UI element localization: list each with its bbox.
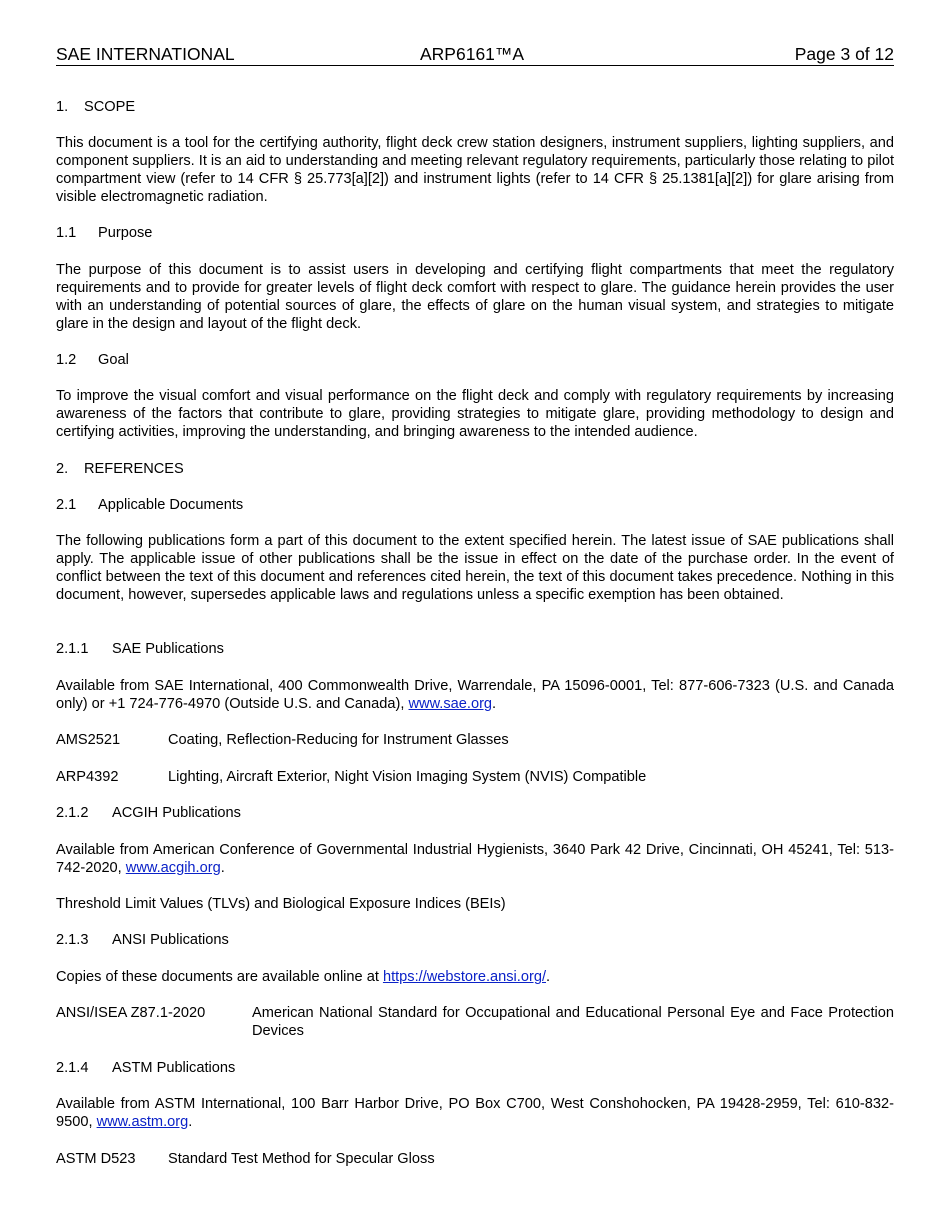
section-2-heading [56,460,894,478]
section-title: ANSI Publications [112,932,229,948]
section-1-2-heading [56,351,894,369]
acgih-item: Threshold Limit Values (TLVs) and Biological Exposure Indices (BEIs) [56,896,506,912]
section-1-2-text: To improve the visual comfort and visual performance on the flight deck and comply with regulatory requirements by increasing awareness of the factors that contribute to glare, providing strategies to mitigate glare, providing methodology to design and certifying activities, improving the understanding, and bringing awareness to the intended audience. [56,388,894,440]
sae-link[interactable]: www.sae.org [408,696,493,712]
section-number: 2.1.3 [56,932,89,948]
header-page-number: Page 3 of 12 [794,44,894,64]
section-title: ACGIH Publications [112,805,241,821]
reference-code: ARP4392 [56,769,119,785]
header-doc-number: ARP6161™A [420,44,525,64]
reference-entry [56,1150,894,1168]
section-2-1-1-heading [56,640,894,658]
section-number: 2.1.4 [56,1060,89,1076]
reference-title: Standard Test Method for Specular Gloss [168,1151,435,1167]
section-title: SCOPE [84,99,136,115]
section-2-1-1-text: Available from SAE International, 400 Commonwealth Drive, Warrendale, PA 15096-0001, Tel: 877-606-7323 (U.S. and Canada only) or +1 724-776-4970 (Outside U.S. and Canada), www.sae.org. [56,678,894,712]
section-number: 1.1 [56,225,77,241]
section-2-1-3-text: Copies of these documents are available online at https://webstore.ansi.org/. [56,969,551,985]
section-2-1-4-text: Available from ASTM International, 100 Barr Harbor Drive, PO Box C700, West Conshohocken, PA 19428-2959, Tel: 610-832-9500, www.astm.org. [56,1096,894,1130]
section-2-1-heading [56,496,894,514]
section-number: 2. [56,461,69,477]
section-number: 2.1.1 [56,641,89,657]
section-2-1-text: The following publications form a part of this document to the extent specified herein. The latest issue of SAE publications shall apply. The applicable issue of other publications shall be the issue in effect on the date of the purchase order. In the event of conflict between the text of this document and references cited herein, the text of this document takes precedence. Nothing in this document, however, supersedes applicable laws and regulations unless a specific exemption has been obtained. [56,533,894,603]
section-1-1-text: The purpose of this document is to assist users in developing and certifying flight compartments that meet the regulatory requirements and to provide for greater levels of flight deck comfort with respect to glare. The guidance herein provides the user with an understanding of potential sources of glare, the effects of glare on the human visual system, and strategies to mitigate glare in the design and layout of the flight deck. [56,262,894,332]
section-title: ASTM Publications [112,1060,236,1076]
header-org: SAE INTERNATIONAL [56,44,235,64]
section-2-1-2-text: Available from American Conference of Governmental Industrial Hygienists, 3640 Park 42 Drive, Cincinnati, OH 45241, Tel: 513-742-2020, www.acgih.org. [56,842,894,876]
section-1-1-heading [56,224,894,242]
section-title: Applicable Documents [98,497,244,513]
section-2-1-3-heading [56,931,894,949]
astm-availability-text: Available from ASTM International, 100 Barr Harbor Drive, PO Box C700, West Conshohocken, PA 19428-2959, Tel: 610-832-9500, [56,1096,894,1130]
section-number: 1. [56,99,69,115]
section-1-text: This document is a tool for the certifying authority, flight deck crew station designers, instrument suppliers, lighting suppliers, and component suppliers. It is an aid to understanding and meeting relevant regulatory requirements, particularly those relating to pilot compartment view (refer to 14 CFR § 25.773[a][2]) and instrument lights (refer to 14 CFR § 25.1381[a][2]) for glare arising from visible electromagnetic radiation. [56,135,894,205]
section-number: 2.1.2 [56,805,89,821]
reference-code: ASTM D523 [56,1151,136,1167]
ansi-link[interactable]: https://webstore.ansi.org/ [382,969,546,985]
page-header [56,44,894,66]
reference-title: Lighting, Aircraft Exterior, Night Vision Imaging System (NVIS) Compatible [168,769,647,785]
ansi-availability-text: Copies of these documents are available online at [56,969,379,985]
section-number: 2.1 [56,497,77,513]
section-title: Purpose [98,225,153,241]
section-title: REFERENCES [84,461,184,477]
section-number: 1.2 [56,352,77,368]
sae-availability-text: Available from SAE International, 400 Commonwealth Drive, Warrendale, PA 15096-0001, Tel: 877-606-7323 (U.S. and Canada only) or +1 724-776-4970 (Outside U.S. and Canada), [56,678,894,712]
section-2-1-4-heading [56,1059,894,1077]
reference-entry [56,768,894,786]
section-title: SAE Publications [112,641,224,657]
reference-title: Coating, Reflection-Reducing for Instrument Glasses [168,732,509,748]
acgih-link[interactable]: www.acgih.org [125,860,221,876]
acgih-availability-text: Available from American Conference of Governmental Industrial Hygienists, 3640 Park 42 Drive, Cincinnati, OH 45241, Tel: 513-742-2020, [56,842,894,876]
reference-title: American National Standard for Occupational and Educational Personal Eye and Face Protection Devices [252,1005,894,1039]
reference-entry [56,1004,894,1040]
section-title: Goal [98,352,129,368]
reference-code: AMS2521 [56,732,121,748]
section-1-heading [56,98,894,116]
astm-link[interactable]: www.astm.org [96,1114,189,1130]
reference-entry [56,731,894,749]
reference-code: ANSI/ISEA Z87.1-2020 [56,1005,206,1021]
section-2-1-2-heading [56,804,894,822]
